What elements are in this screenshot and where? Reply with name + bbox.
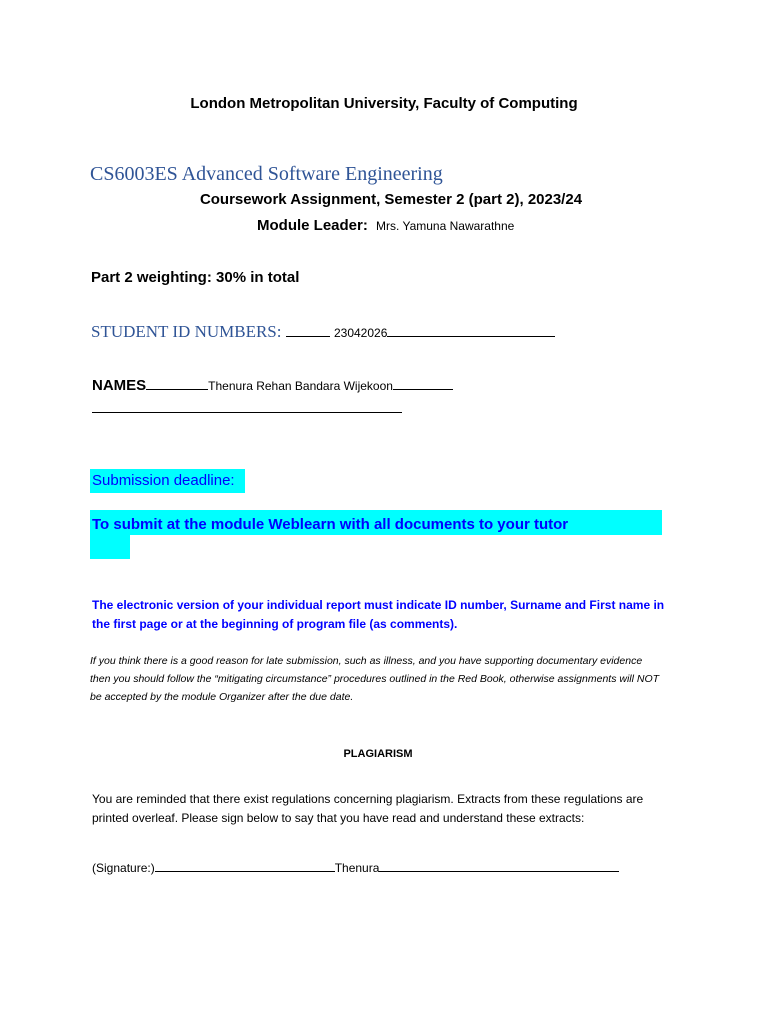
- plagiarism-heading: PLAGIARISM: [343, 748, 413, 760]
- submission-deadline-label: Submission deadline:: [90, 469, 245, 493]
- course-title: CS6003ES Advanced Software Engineering: [90, 163, 443, 185]
- names-line: [92, 377, 453, 394]
- student-id-blank-right: [387, 324, 555, 337]
- signature-line: [92, 859, 619, 875]
- coursework-subtitle: Coursework Assignment, Semester 2 (part 2), 2023/24: [199, 191, 583, 208]
- university-heading: London Metropolitan University, Faculty of Computing: [190, 95, 578, 112]
- signature-value: Thenura: [334, 861, 380, 875]
- module-leader-label: Module Leader:: [257, 217, 368, 234]
- signature-label: (Signature:): [92, 861, 155, 875]
- submission-highlight-2: [90, 535, 130, 559]
- names-label: NAMES: [92, 377, 147, 394]
- student-id-blank-left: [286, 324, 330, 337]
- names-blank-second-line: [92, 398, 402, 413]
- late-submission-note: If you think there is a good reason for late submission, such as illness, and you have supporting documentary evidence then you should follow the “mitigating circumstance” procedures outlined in the Red Book, otherwise assignments will NOT be accepted by the module Organizer after the due date.: [90, 655, 660, 703]
- names-blank-right: [393, 377, 453, 390]
- student-id-line: [91, 322, 555, 342]
- signature-blank-left: [155, 859, 335, 872]
- names-value: Thenura Rehan Bandara Wijekoon: [208, 379, 393, 393]
- names-blank-left: [146, 377, 208, 390]
- student-id-label: STUDENT ID NUMBERS:: [91, 322, 282, 341]
- student-id-value: 23042026: [333, 326, 388, 340]
- module-leader: [257, 217, 514, 234]
- plagiarism-text: You are reminded that there exist regulations concerning plagiarism. Extracts from these regulations are printed overleaf. Please sign below to say that you have read and understand these extracts:: [92, 792, 644, 825]
- electronic-version-note: The electronic version of your individual report must indicate ID number, Surname and First name in the first page or at the beginning of program file (as comments).: [92, 598, 665, 631]
- submission-instruction: To submit at the module Weblearn with all documents to your tutor: [92, 516, 569, 533]
- signature-blank-right: [379, 859, 619, 872]
- module-leader-name: Mrs. Yamuna Nawarathne: [376, 219, 515, 233]
- weighting-text: Part 2 weighting: 30% in total: [91, 269, 300, 286]
